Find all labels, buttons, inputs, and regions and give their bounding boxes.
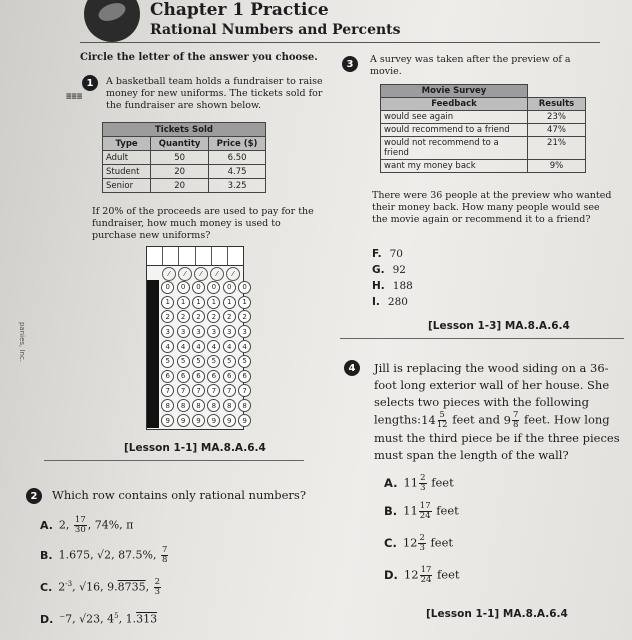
survey-cell: would not recommend to a friend bbox=[381, 137, 528, 160]
option-text: 2, bbox=[58, 518, 70, 532]
digit-bubble[interactable]: 0 bbox=[223, 281, 236, 294]
unit: feet bbox=[431, 475, 454, 490]
instructions: Circle the letter of the answer you choose. bbox=[80, 52, 318, 63]
digit-bubble[interactable]: 6 bbox=[177, 370, 190, 383]
option-value: 280 bbox=[387, 296, 408, 308]
digit-bubble[interactable]: 9 bbox=[223, 414, 236, 427]
digit-bubble[interactable]: 1 bbox=[238, 296, 251, 309]
digit-bubble[interactable]: 5 bbox=[238, 355, 251, 368]
numerator: 17 bbox=[420, 565, 432, 575]
digit-bubble[interactable]: 8 bbox=[192, 399, 205, 412]
option-a-q4[interactable] bbox=[384, 474, 454, 493]
option-b-q4[interactable] bbox=[384, 502, 459, 521]
option-text: , bbox=[145, 580, 150, 594]
digit-bubble[interactable]: 3 bbox=[177, 325, 190, 338]
option-letter: F. bbox=[372, 248, 382, 260]
digit-bubble[interactable]: 0 bbox=[177, 281, 190, 294]
table-row bbox=[103, 179, 266, 193]
question-4-number: 4 bbox=[344, 360, 360, 376]
tickets-header: Quantity bbox=[151, 137, 209, 151]
option-d-q4[interactable] bbox=[384, 566, 460, 585]
digit-bubble[interactable]: 3 bbox=[161, 325, 174, 338]
survey-header: Feedback bbox=[381, 98, 528, 111]
bubble-row bbox=[160, 280, 252, 295]
digit-bubble[interactable]: 2 bbox=[177, 310, 190, 323]
option-f[interactable] bbox=[372, 248, 403, 260]
digit-bubble[interactable]: 0 bbox=[192, 281, 205, 294]
tickets-cell: 20 bbox=[151, 179, 209, 193]
bubble-row bbox=[160, 354, 252, 369]
question-1-number: 1 bbox=[82, 75, 98, 91]
fraction bbox=[512, 411, 519, 430]
option-i[interactable] bbox=[372, 296, 408, 308]
numerator: 7 bbox=[512, 410, 519, 420]
denominator: 24 bbox=[419, 511, 431, 521]
digit-bubble[interactable]: 0 bbox=[238, 281, 251, 294]
digit-bubble[interactable]: 6 bbox=[207, 370, 220, 383]
denominator: 30 bbox=[74, 525, 86, 535]
page-subtitle: Rational Numbers and Percents bbox=[150, 22, 401, 38]
slash-bubble[interactable]: ⁄ bbox=[162, 267, 176, 281]
numerator: 17 bbox=[74, 515, 86, 525]
margin-copyright: panies, Inc. bbox=[18, 321, 27, 363]
digit-bubble[interactable]: 7 bbox=[238, 384, 251, 397]
option-value: 92 bbox=[392, 264, 406, 276]
tickets-cell: 6.50 bbox=[209, 151, 266, 165]
unit: feet bbox=[430, 535, 454, 550]
tickets-cell: Student bbox=[103, 165, 151, 179]
digit-bubble[interactable]: 2 bbox=[223, 310, 236, 323]
digit-bubble[interactable]: 4 bbox=[177, 340, 190, 353]
digit-bubble[interactable]: 2 bbox=[192, 310, 205, 323]
digit-bubble[interactable]: 5 bbox=[207, 355, 220, 368]
tickets-cell: Adult bbox=[103, 151, 151, 165]
option-letter: D. bbox=[40, 612, 54, 626]
digit-bubble[interactable]: 3 bbox=[192, 325, 205, 338]
fraction bbox=[161, 546, 168, 565]
digit-bubble[interactable]: 2 bbox=[161, 310, 174, 323]
digit-bubble[interactable]: 4 bbox=[223, 340, 236, 353]
question-4-text-part: feet. How long must the third piece be if the three pieces must span the length of the wall? bbox=[374, 412, 620, 462]
digit-bubble[interactable]: 0 bbox=[207, 281, 220, 294]
bubble-row bbox=[160, 369, 252, 384]
whole-number: 14 bbox=[421, 412, 436, 427]
exponent: -3 bbox=[65, 579, 73, 588]
digit-bubble[interactable]: 2 bbox=[238, 310, 251, 323]
denominator: 3 bbox=[419, 543, 425, 553]
fraction bbox=[437, 411, 448, 430]
question-4-lesson: [Lesson 1-1] MA.8.A.6.4 bbox=[426, 608, 568, 620]
option-value: 70 bbox=[389, 248, 403, 260]
whole-number: 11 bbox=[403, 503, 418, 518]
table-row bbox=[381, 160, 586, 173]
digit-bubble[interactable]: 8 bbox=[177, 399, 190, 412]
digit-bubble[interactable]: 7 bbox=[207, 384, 220, 397]
fraction bbox=[419, 474, 426, 493]
digit-bubble[interactable]: 4 bbox=[207, 340, 220, 353]
answer-cell[interactable] bbox=[212, 247, 228, 265]
answer-cell[interactable] bbox=[163, 247, 179, 265]
digit-bubble[interactable]: 5 bbox=[192, 355, 205, 368]
option-g[interactable] bbox=[372, 264, 406, 276]
digit-bubble[interactable]: 6 bbox=[192, 370, 205, 383]
digit-bubble[interactable]: 7 bbox=[192, 384, 205, 397]
option-letter: D. bbox=[384, 567, 398, 582]
denominator: 8 bbox=[512, 420, 519, 430]
digit-bubble[interactable]: 4 bbox=[238, 340, 251, 353]
tickets-cell: Senior bbox=[103, 179, 151, 193]
slash-bubble[interactable]: ⁄ bbox=[178, 267, 192, 281]
tickets-header: Type bbox=[103, 137, 151, 151]
option-a[interactable] bbox=[40, 516, 133, 535]
question-3-text: A survey was taken after the preview of a movie. bbox=[370, 54, 571, 77]
question-2-number: 2 bbox=[26, 488, 42, 504]
digit-bubble[interactable]: 6 bbox=[223, 370, 236, 383]
tickets-cell: 20 bbox=[151, 165, 209, 179]
whole-number: 9 bbox=[503, 412, 511, 427]
slash-bubble[interactable]: ⁄ bbox=[210, 267, 224, 281]
option-letter: C. bbox=[384, 535, 397, 550]
repeating-digits: 8735 bbox=[117, 580, 146, 594]
slash-bubble[interactable]: ⁄ bbox=[226, 267, 240, 281]
option-b[interactable] bbox=[40, 546, 169, 565]
option-text: , 1. bbox=[118, 612, 137, 626]
digit-bubble[interactable]: 1 bbox=[192, 296, 205, 309]
numerator: 2 bbox=[420, 473, 426, 483]
option-letter: B. bbox=[384, 503, 398, 518]
digit-bubble[interactable]: 1 bbox=[161, 296, 174, 309]
sign-column bbox=[147, 280, 159, 428]
fraction bbox=[420, 566, 433, 585]
denominator: 3 bbox=[154, 587, 161, 597]
table-row bbox=[381, 111, 586, 124]
gridded-answer-box bbox=[146, 246, 247, 430]
tickets-sold-table bbox=[102, 122, 266, 193]
table-row bbox=[381, 124, 586, 137]
table-row bbox=[103, 165, 266, 179]
digit-bubble[interactable]: 7 bbox=[161, 384, 174, 397]
option-text: 2 bbox=[58, 580, 66, 594]
option-text: ⁻7, √23, 4 bbox=[59, 612, 115, 626]
question-2-text: Which row contains only rational numbers? bbox=[52, 488, 306, 502]
digit-bubble[interactable]: 6 bbox=[238, 370, 251, 383]
bubble-row bbox=[160, 324, 252, 339]
question-3-number: 3 bbox=[342, 56, 358, 72]
digit-bubble[interactable]: 5 bbox=[223, 355, 236, 368]
answer-cell[interactable] bbox=[196, 247, 212, 265]
option-h[interactable] bbox=[372, 280, 413, 292]
digit-bubble[interactable]: 0 bbox=[161, 281, 174, 294]
option-letter: H. bbox=[372, 280, 385, 292]
tickets-header: Price ($) bbox=[209, 137, 266, 151]
chapter-logo bbox=[84, 0, 140, 42]
option-text: , 74%, π bbox=[87, 518, 134, 532]
bubble-row bbox=[160, 339, 252, 354]
fraction bbox=[418, 534, 425, 553]
survey-cell: want my money back bbox=[381, 160, 528, 173]
question-4-text-part: feet and bbox=[452, 412, 500, 427]
tickets-table-caption: Tickets Sold bbox=[103, 123, 266, 137]
tickets-cell: 50 bbox=[151, 151, 209, 165]
digit-bubble[interactable]: 3 bbox=[223, 325, 236, 338]
option-value: 188 bbox=[392, 280, 413, 292]
survey-cell: 21% bbox=[528, 137, 586, 160]
option-letter: C. bbox=[40, 580, 53, 594]
bubble-row bbox=[160, 413, 252, 428]
survey-caption: Movie Survey bbox=[381, 85, 528, 98]
numerator: 2 bbox=[154, 577, 161, 587]
numerator: 5 bbox=[439, 410, 445, 420]
whole-number: 12 bbox=[403, 567, 419, 582]
digit-bubble[interactable]: 9 bbox=[177, 414, 190, 427]
survey-header: Results bbox=[528, 98, 586, 111]
option-letter: G. bbox=[372, 264, 385, 276]
digit-bubble[interactable]: 9 bbox=[161, 414, 174, 427]
digit-bubble[interactable]: 1 bbox=[207, 296, 220, 309]
slash-bubble[interactable]: ⁄ bbox=[194, 267, 208, 281]
digit-bubble[interactable]: 7 bbox=[177, 384, 190, 397]
digit-bubble[interactable]: 6 bbox=[161, 370, 174, 383]
digit-bubble[interactable]: 9 bbox=[207, 414, 220, 427]
numerator: 17 bbox=[419, 501, 431, 511]
answer-entry-cells[interactable] bbox=[147, 247, 243, 266]
digit-bubble[interactable]: 9 bbox=[238, 414, 251, 427]
option-letter: A. bbox=[384, 475, 398, 490]
denominator: 12 bbox=[436, 420, 448, 430]
bubble-row bbox=[160, 384, 252, 399]
answer-cell[interactable] bbox=[228, 247, 243, 265]
digit-bubble[interactable]: 3 bbox=[207, 325, 220, 338]
question-4-text bbox=[374, 360, 624, 464]
repeating-digits: 313 bbox=[136, 612, 158, 626]
survey-cell: would see again bbox=[381, 111, 528, 124]
answer-cell[interactable] bbox=[147, 247, 163, 265]
survey-cell: 23% bbox=[528, 111, 586, 124]
length-2 bbox=[503, 410, 521, 430]
fraction-slash-row bbox=[147, 266, 243, 280]
option-letter: A. bbox=[40, 518, 53, 532]
bubble-row bbox=[160, 295, 252, 310]
option-d[interactable] bbox=[40, 612, 157, 626]
option-letter: I. bbox=[372, 296, 380, 308]
bubble-row bbox=[160, 398, 252, 413]
question-1-text: A basketball team holds a fundraiser to raise money for new uniforms. The tickets sold for the fundraiser are shown below. bbox=[106, 76, 323, 111]
digit-bubble[interactable]: 5 bbox=[177, 355, 190, 368]
bubble-row bbox=[160, 310, 252, 325]
option-c[interactable] bbox=[40, 578, 162, 597]
tickets-cell: 3.25 bbox=[209, 179, 266, 193]
digit-bubble[interactable]: 8 bbox=[223, 399, 236, 412]
question-3-prompt: There were 36 people at the preview who wanted their money back. How many people would see the movie again or recommend it to a friend? bbox=[372, 190, 612, 225]
divider bbox=[340, 338, 624, 339]
whole-number: 11 bbox=[403, 475, 419, 490]
digit-bubble[interactable]: 9 bbox=[192, 414, 205, 427]
option-letter: B. bbox=[40, 548, 53, 562]
gridded-response-icon: ≡≡≡ bbox=[66, 92, 83, 102]
digit-bubble[interactable]: 5 bbox=[161, 355, 174, 368]
option-text: , √16, 9. bbox=[72, 580, 118, 594]
fraction bbox=[419, 502, 432, 521]
table-row bbox=[381, 137, 586, 160]
digit-bubble[interactable]: 4 bbox=[161, 340, 174, 353]
denominator: 8 bbox=[162, 555, 168, 565]
unit: feet bbox=[436, 503, 459, 518]
survey-cell: would recommend to a friend bbox=[381, 124, 528, 137]
digit-bubble[interactable]: 2 bbox=[207, 310, 220, 323]
digit-bubble[interactable]: 8 bbox=[161, 399, 174, 412]
option-text: 1.675, √2, 87.5%, bbox=[58, 548, 157, 562]
digit-bubble[interactable]: 1 bbox=[177, 296, 190, 309]
fraction bbox=[74, 516, 87, 535]
denominator: 3 bbox=[420, 483, 426, 493]
digit-bubble[interactable]: 8 bbox=[207, 399, 220, 412]
digit-bubble[interactable]: 7 bbox=[223, 384, 236, 397]
title-divider bbox=[80, 42, 600, 43]
numerator: 2 bbox=[419, 533, 425, 543]
fraction bbox=[154, 578, 161, 597]
question-1-prompt: If 20% of the proceeds are used to pay for the fundraiser, how much money is used to purchase new uniforms? bbox=[92, 206, 314, 241]
movie-survey-table bbox=[380, 84, 586, 173]
answer-cell[interactable] bbox=[179, 247, 195, 265]
option-c-q4[interactable] bbox=[384, 534, 453, 553]
digit-bubble[interactable]: 4 bbox=[192, 340, 205, 353]
unit: feet bbox=[437, 567, 460, 582]
question-4-text-part: Jill is replacing the wood siding on a 36-foot long exterior wall of her house. She selects two pieces with the following lengths: bbox=[374, 361, 610, 427]
digit-bubble[interactable]: 1 bbox=[223, 296, 236, 309]
digit-bubble[interactable]: 8 bbox=[238, 399, 251, 412]
denominator: 24 bbox=[420, 575, 432, 585]
table-row bbox=[103, 151, 266, 165]
digit-bubble[interactable]: 3 bbox=[238, 325, 251, 338]
whole-number: 12 bbox=[402, 535, 418, 550]
tickets-cell: 4.75 bbox=[209, 165, 266, 179]
page-title: Chapter 1 Practice bbox=[150, 0, 329, 20]
exponent: 5 bbox=[114, 612, 119, 620]
divider bbox=[44, 460, 304, 461]
question-1-lesson: [Lesson 1-1] MA.8.A.6.4 bbox=[124, 442, 266, 454]
survey-cell: 9% bbox=[528, 160, 586, 173]
digit-bubbles bbox=[160, 280, 252, 428]
question-3-lesson: [Lesson 1-3] MA.8.A.6.4 bbox=[428, 320, 570, 332]
numerator: 7 bbox=[162, 545, 168, 555]
survey-cell: 47% bbox=[528, 124, 586, 137]
length-1 bbox=[421, 410, 448, 430]
